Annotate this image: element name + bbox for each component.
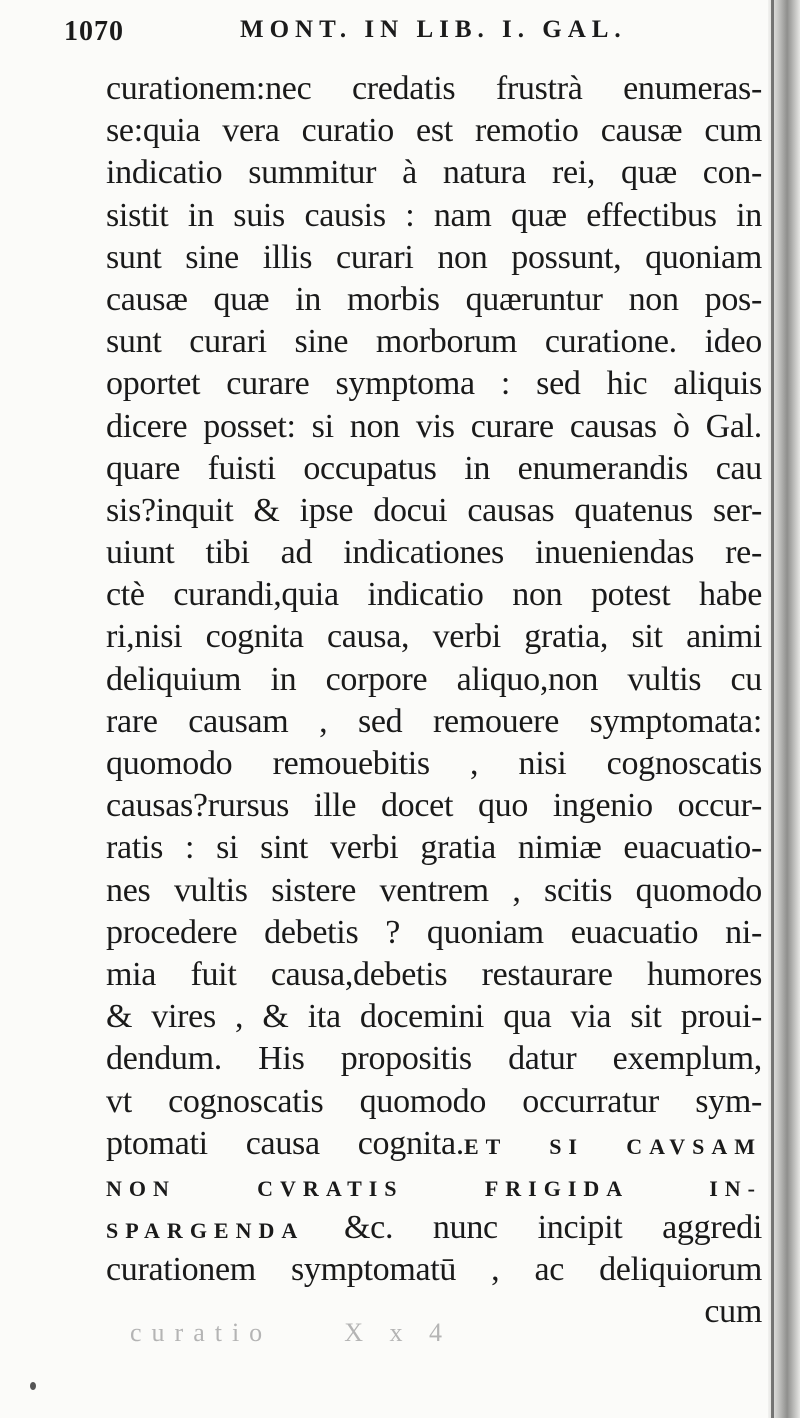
lemma-caps: ET SI CAVSAM xyxy=(463,1133,763,1159)
bleed-word: curatio xyxy=(130,1318,273,1347)
text-line: sis?inquit & ipse docui causas quatenus ser- xyxy=(106,491,762,529)
signature-mark: X x 4 xyxy=(344,1318,452,1347)
page-header xyxy=(64,16,704,56)
text-line: quare fuisti occupatus in enumerandis cau xyxy=(106,449,762,487)
text-line: procedere debetis ? quoniam euacuatio ni- xyxy=(106,913,762,951)
text-line: ctè curandi,quia indicatio non potest habe xyxy=(106,576,762,614)
text-line: oportet curare symptoma : sed hic aliquis xyxy=(106,365,762,403)
text-line: dendum. His propositis datur exemplum, xyxy=(106,1040,762,1078)
text-line xyxy=(106,1165,762,1207)
text-line: curationem symptomatū , ac deliquiorum xyxy=(106,1251,762,1289)
text-line: se:quia vera curatio est remotio causæ cum xyxy=(106,112,762,150)
lemma-caps: SPARGENDA xyxy=(106,1218,305,1244)
text-line: sistit in suis causis : nam quæ effectibus in xyxy=(106,196,762,234)
text-line: dicere posset: si non vis curare causas ò Gal. xyxy=(106,407,762,445)
text-line: sunt sine illis curari non possunt, quoniam xyxy=(106,238,762,276)
bleed-through-text xyxy=(130,1318,452,1348)
text-line: causas?rursus ille docet quo ingenio occur- xyxy=(106,787,762,825)
line-text: &c. nunc incipit aggredi xyxy=(304,1209,762,1247)
text-line: causæ quæ in morbis quæruntur non pos- xyxy=(106,280,762,318)
text-line: quomodo remouebitis , nisi cognoscatis xyxy=(106,745,762,782)
text-line: indicatio summitur à natura rei, quæ con- xyxy=(106,154,762,192)
text-line: mia fuit causa,debetis restaurare humores xyxy=(106,955,762,993)
text-line: nes vultis sistere ventrem , scitis quomodo xyxy=(106,871,762,909)
text-line: & vires , & ita docemini qua via sit proui- xyxy=(106,998,762,1036)
main-text-block xyxy=(106,68,762,1334)
text-line: curationem:nec credatis frustrà enumeras- xyxy=(106,70,762,107)
text-line xyxy=(106,1123,762,1165)
text-line: ratis : si sint verbi gratia nimiæ euacuatio- xyxy=(106,829,762,867)
catchword: cum xyxy=(704,1293,762,1331)
text-line xyxy=(106,1207,762,1249)
text-line: sunt curari sine morborum curatione. ideo xyxy=(106,323,762,361)
text-line: rare causam , sed remouere symptomata: xyxy=(106,702,762,740)
text-line: uiunt tibi ad indicationes inueniendas re- xyxy=(106,534,762,572)
running-head: MONT. IN LIB. I. GAL. xyxy=(240,16,627,43)
lemma-caps: NON CVRATIS FRIGIDA IN- xyxy=(106,1175,762,1201)
page-number: 1070 xyxy=(64,16,124,47)
ink-speck xyxy=(30,1382,36,1390)
gutter-line xyxy=(771,0,774,1418)
text-line: deliquium in corpore aliquo,non vultis cu xyxy=(106,660,762,698)
text-line: vt cognoscatis quomodo occurratur sym- xyxy=(106,1082,762,1120)
line-text: ptomati causa cognita. xyxy=(106,1124,464,1162)
text-line: ri,nisi cognita causa, verbi gratia, sit animi xyxy=(106,618,762,656)
